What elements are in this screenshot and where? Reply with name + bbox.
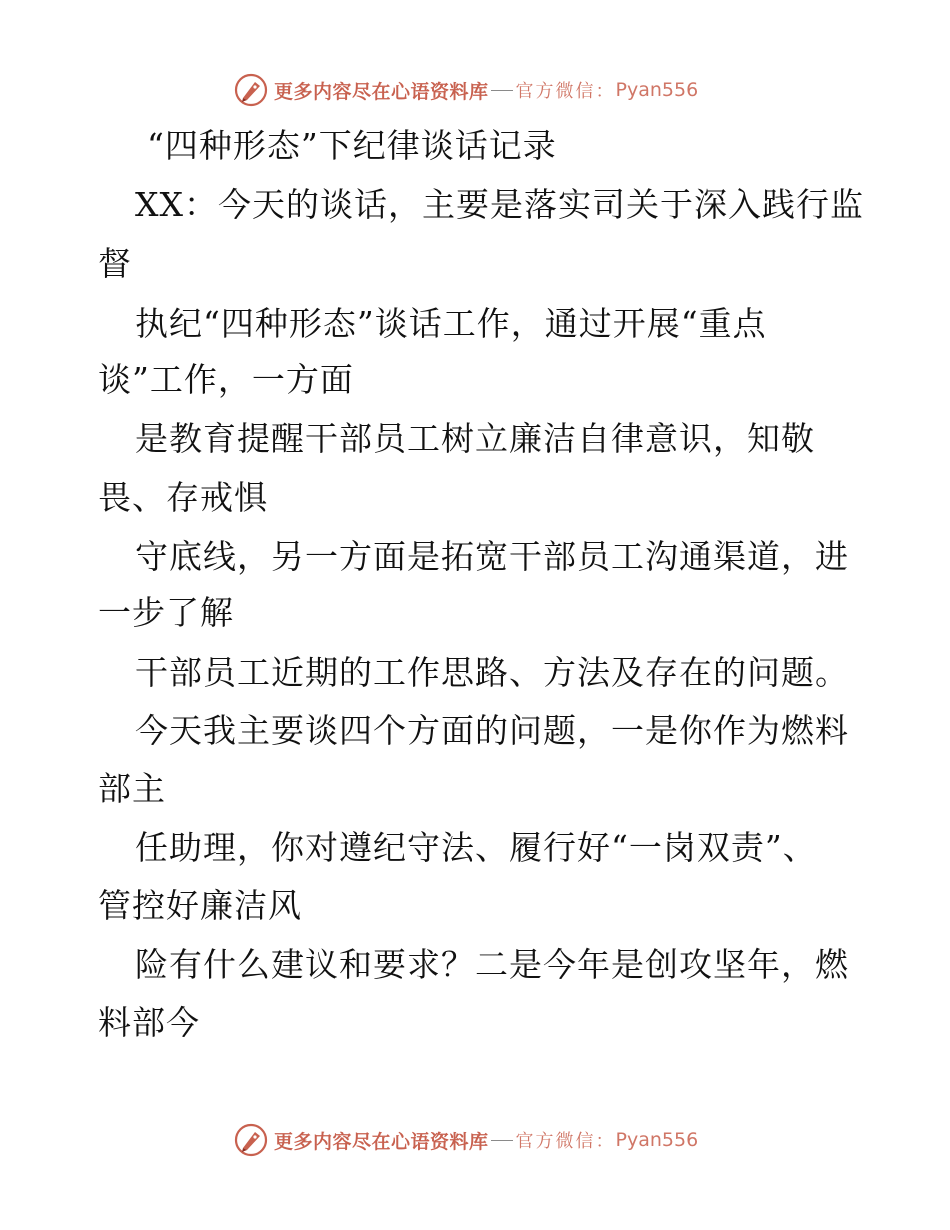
body-line: 畏、存戒惧: [98, 478, 268, 517]
body-line: 险有什么建议和要求？二是今年是创攻坚年，燃: [135, 945, 849, 984]
footer-official-label: 官方微信：: [515, 1131, 616, 1152]
header-wechat-handle: Pyan556: [615, 79, 699, 101]
pen-logo-icon: [234, 1123, 268, 1157]
body-line: 一步了解: [98, 593, 234, 632]
footer-divider: [491, 1140, 513, 1141]
document-title: “四种形态”下纪律谈话记录: [147, 126, 557, 165]
body-line: 执纪“四种形态”谈话工作，通过开展“重点: [135, 304, 767, 343]
body-line: 谈”工作，一方面: [98, 360, 354, 399]
footer-brand-text: 更多内容尽在心语资料库: [274, 1130, 489, 1153]
body-line: XX：今天的谈话，主要是落实司关于深入践行监: [135, 185, 864, 224]
body-line: 干部员工近期的工作思路、方法及存在的问题。: [135, 653, 849, 692]
body-line: 是教育提醒干部员工树立廉洁自律意识，知敬: [135, 419, 815, 458]
header-divider: [491, 90, 513, 91]
header-official-label: 官方微信：: [515, 81, 616, 102]
body-line: 料部今: [98, 1003, 200, 1042]
body-line: 任助理，你对遵纪守法、履行好“一岗双责”、: [135, 828, 817, 867]
header-watermark: [234, 73, 698, 107]
body-line: 守底线，另一方面是拓宽干部员工沟通渠道，进: [135, 537, 849, 576]
body-line: 督: [98, 244, 132, 283]
body-line: 部主: [98, 769, 166, 808]
body-line: 管控好廉洁风: [98, 886, 302, 925]
body-line: 今天我主要谈四个方面的问题，一是你作为燃料: [135, 711, 849, 750]
footer-wechat-handle: Pyan556: [615, 1129, 699, 1151]
header-brand-text: 更多内容尽在心语资料库: [274, 80, 489, 103]
pen-logo-icon: [234, 73, 268, 107]
footer-watermark: [234, 1123, 698, 1157]
